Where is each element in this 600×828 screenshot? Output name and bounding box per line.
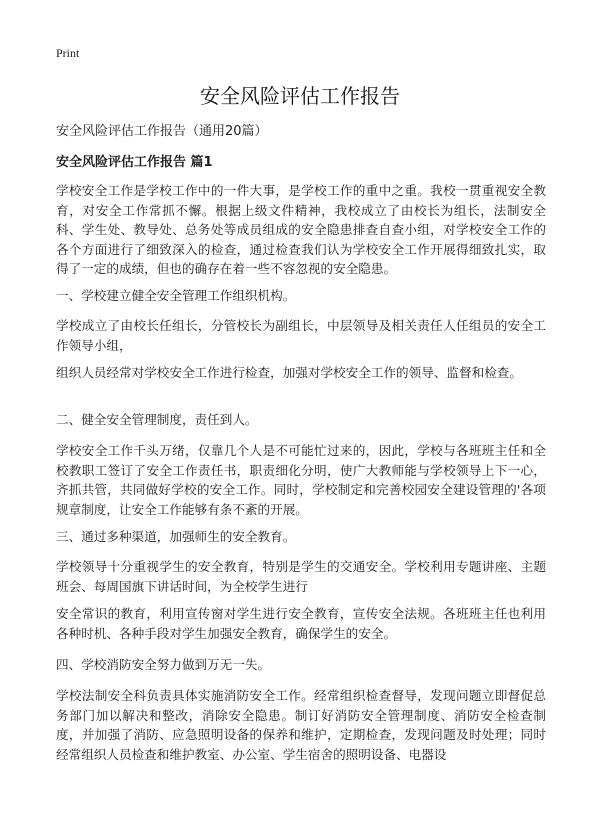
paragraph-traffic-safety: 学校领导十分重视学生的安全教育，特别是学生的交通安全。学校利用专题讲座、主题班会、每周国旗下讲话时间，为全校学生进行	[56, 559, 546, 594]
paragraph-intro: 学校安全工作是学校工作中的一件大事，是学校工作的重中之重。我校一贯重视安全教育，对安全工作常抓不懈。根据上级文件精神，我校成立了由校长为组长，法制安全科、学生处、教导处、总务处等成员组成的安全隐患排查自查小组，对学校安全工作的各个方面进行了细致深入的检查，通过检查我们认为学校安全工作开展得细致扎实，取得了一定的成绩，但也的确存在着一些不容忽视的安全隐患。	[56, 183, 546, 277]
paragraph-leadership-group: 学校成立了由校长任组长，分管校长为副组长，中层领导及相关责任人任组员的安全工作领导小组，	[56, 318, 546, 353]
page-title: 安全风险评估工作报告	[200, 84, 400, 108]
section-title: 安全风险评估工作报告 篇1	[56, 155, 213, 170]
heading-safety-education: 三、通过多种渠道，加强师生的安全教育。	[56, 529, 296, 544]
print-label: Print	[56, 46, 80, 60]
paragraph-fire-safety: 学校法制安全科负责具体实施消防安全工作。经常组织检查督导，发现问题立即督促总务部门加以解决和整改，消除安全隐患。制订好消防安全管理制度、消防安全检查制度，并加强了消防、应急照明设备的保养和维护，定期检查，发现问题及时处理；同时经常组织人员检查和维护教室、办公室、学生宿舍的照明设备、电器设	[56, 688, 546, 762]
heading-organization: 一、学校建立健全安全管理工作组织机构。	[56, 288, 296, 303]
heading-fire-safety: 四、学校消防安全努力做到万无一失。	[56, 657, 271, 672]
paragraph-inspection: 组织人员经常对学校安全工作进行检查，加强对学校安全工作的领导、监督和检查。	[56, 365, 522, 380]
paragraph-responsibility: 学校安全工作千头万绪，仅靠几个人是不可能忙过来的，因此，学校与各班班主任和全校教职工签订了安全工作责任书，职责细化分明，使广大教师能与学校领导上下一心，齐抓共管，共同做好学校的安全工作。同时，学校制定和完善校园安全建设管理的'各项规章制度，让安全工作能够有条不紊的开展。	[56, 443, 546, 517]
heading-management-system: 二、健全安全管理制度，责任到人。	[56, 412, 258, 427]
document-subtitle: 安全风险评估工作报告（通用20篇）	[56, 124, 268, 139]
paragraph-safety-knowledge: 安全常识的教育，利用宣传窗对学生进行安全教育，宣传安全法规。各班班主任也利用各种时机、各种手段对学生加强安全教育，确保学生的安全。	[56, 606, 546, 641]
